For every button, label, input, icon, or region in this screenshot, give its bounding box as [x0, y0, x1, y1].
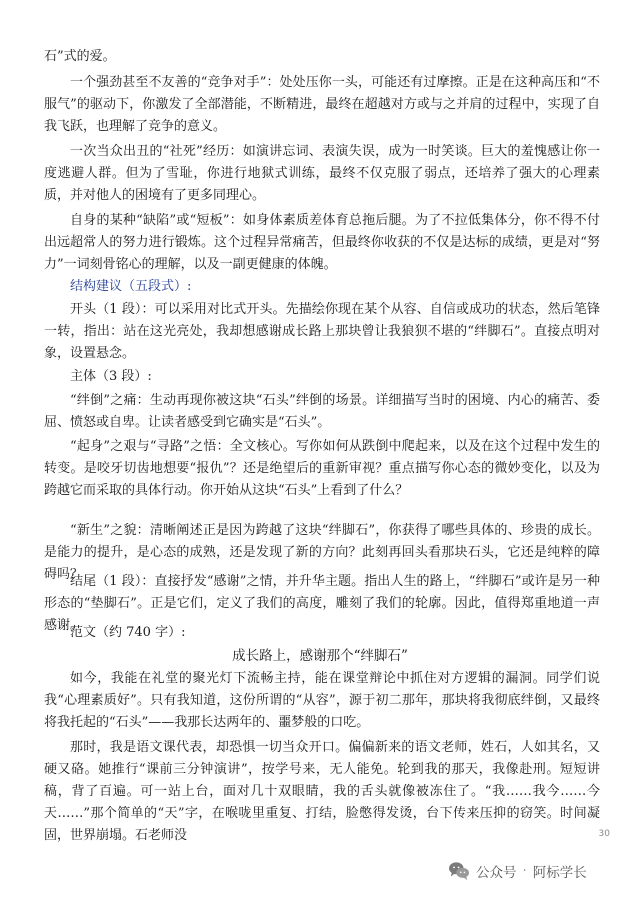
watermark-separator: ·	[522, 863, 527, 879]
essay-paragraph-2: 那时，我是语文课代表，却恐惧一切当众开口。偏偏新来的语文老师，姓石，人如其名，又硬又硌。她推行“课前三分钟演讲”，按学号来，无人能免。轮到我的那天，我像赴刑。短短讲稿，背了百遍。可一站上台，面对几十双眼睛，我的舌头就像被冻住了。“我……我今……今天……”那个简单的“天”字，在喉咙里重复、打结，脸憋得发烫，台下传来压抑的窃笑。时间凝固，世界崩塌。石老师没	[44, 740, 600, 843]
paragraph-intro-fragment: 石”式的爱。	[44, 49, 116, 64]
essay-paragraph-1: 如今，我能在礼堂的聚光灯下流畅主持，能在课堂辩论中抓住对方逻辑的漏洞。同学们说我“心理素质好”。只有我知道，这份所谓的“从容”，源于初二那年，那块将我彻底绊倒，又最终将我托起的“石头”——我那长达两年的、噩梦般的口吃。	[44, 671, 600, 730]
paragraph-competitor: 一个强劲甚至不友善的“竞争对手”：处处压你一头，可能还有过摩擦。正是在这种高压和“不服气”的驱动下，你激发了全部潜能，不断精进，最终在超越对方或与之并肩的过程中，实现了自我飞跃，也理解了竞争的意义。	[44, 75, 600, 134]
paragraph-ending: 结尾（1 段）：直接抒发“感谢”之情，并升华主题。指出人生的路上，“绊脚石”或许是另一种形态的“垫脚石”。正是它们，定义了我们的高度，雕刻了我们的轮廓。因此，值得郑重地道一声感谢。	[44, 574, 600, 633]
sample-heading: 范文（约 740 字）:	[70, 625, 186, 640]
wechat-icon	[448, 861, 470, 881]
paragraph-body-label: 主体（3 段）:	[70, 369, 152, 384]
page-number: 30	[598, 829, 610, 839]
essay-title: 成长路上，感谢那个“绊脚石”	[232, 648, 408, 664]
paragraph-weakness: 自身的某种“缺陷”或“短板”：如身体素质差体育总拖后腿。为了不拉低集体分，你不得不付出远超常人的努力进行锻炼。这个过程异常痛苦，但最终你收获的不仅是达标的成绩，更是对“努力”一词刻骨铭心的理解，以及一副更健康的体魄。	[44, 213, 600, 272]
paragraph-rebirth: “新生”之貌：清晰阐述正是因为跨越了这块“绊脚石”，你获得了哪些具体的、珍贵的成长。是能力的提升，是心态的成熟，还是发现了新的方向？此刻再回头看那块石头，它还是纯粹的障碍吗？	[44, 523, 600, 582]
paragraph-rise: “起身”之艰与“寻路”之悟：全文核心。写你如何从跌倒中爬起来，以及在这个过程中发生的转变。是咬牙切齿地想要“报仇”？还是绝望后的重新审视？重点描写你心态的微妙变化，以及为跨越它而采取的具体行动。你开始从这块“石头”上看到了什么？	[44, 439, 600, 498]
paragraph-opening: 开头（1 段）：可以采用对比式开头。先描绘你现在某个从容、自信或成功的状态，然后笔锋一转，指出：站在这光亮处，我却想感谢成长路上那块曾让我狼狈不堪的“绊脚石”。直接点明对象，设置悬念。	[44, 302, 600, 361]
paragraph-social-death: 一次当众出丑的“社死”经历：如演讲忘词、表演失误，成为一时笑谈。巨大的羞愧感让你一度逃避人群。但为了雪耻，你进行地狱式训练，最终不仅克服了弱点，还培养了强大的心理素质，并对他人的困境有了更多同理心。	[44, 144, 600, 203]
structure-heading: 结构建议（五段式）:	[70, 279, 192, 294]
wechat-watermark	[448, 858, 587, 884]
watermark-label: 公众号	[476, 865, 517, 881]
paragraph-stumble: “绊倒”之痛：生动再现你被这块“石头”绊倒的场景。详细描写当时的困境、内心的痛苦、委屈、愤怒或自卑。让读者感受到它确实是“石头”。	[44, 393, 600, 430]
watermark-account: 阿标学长	[532, 865, 587, 881]
